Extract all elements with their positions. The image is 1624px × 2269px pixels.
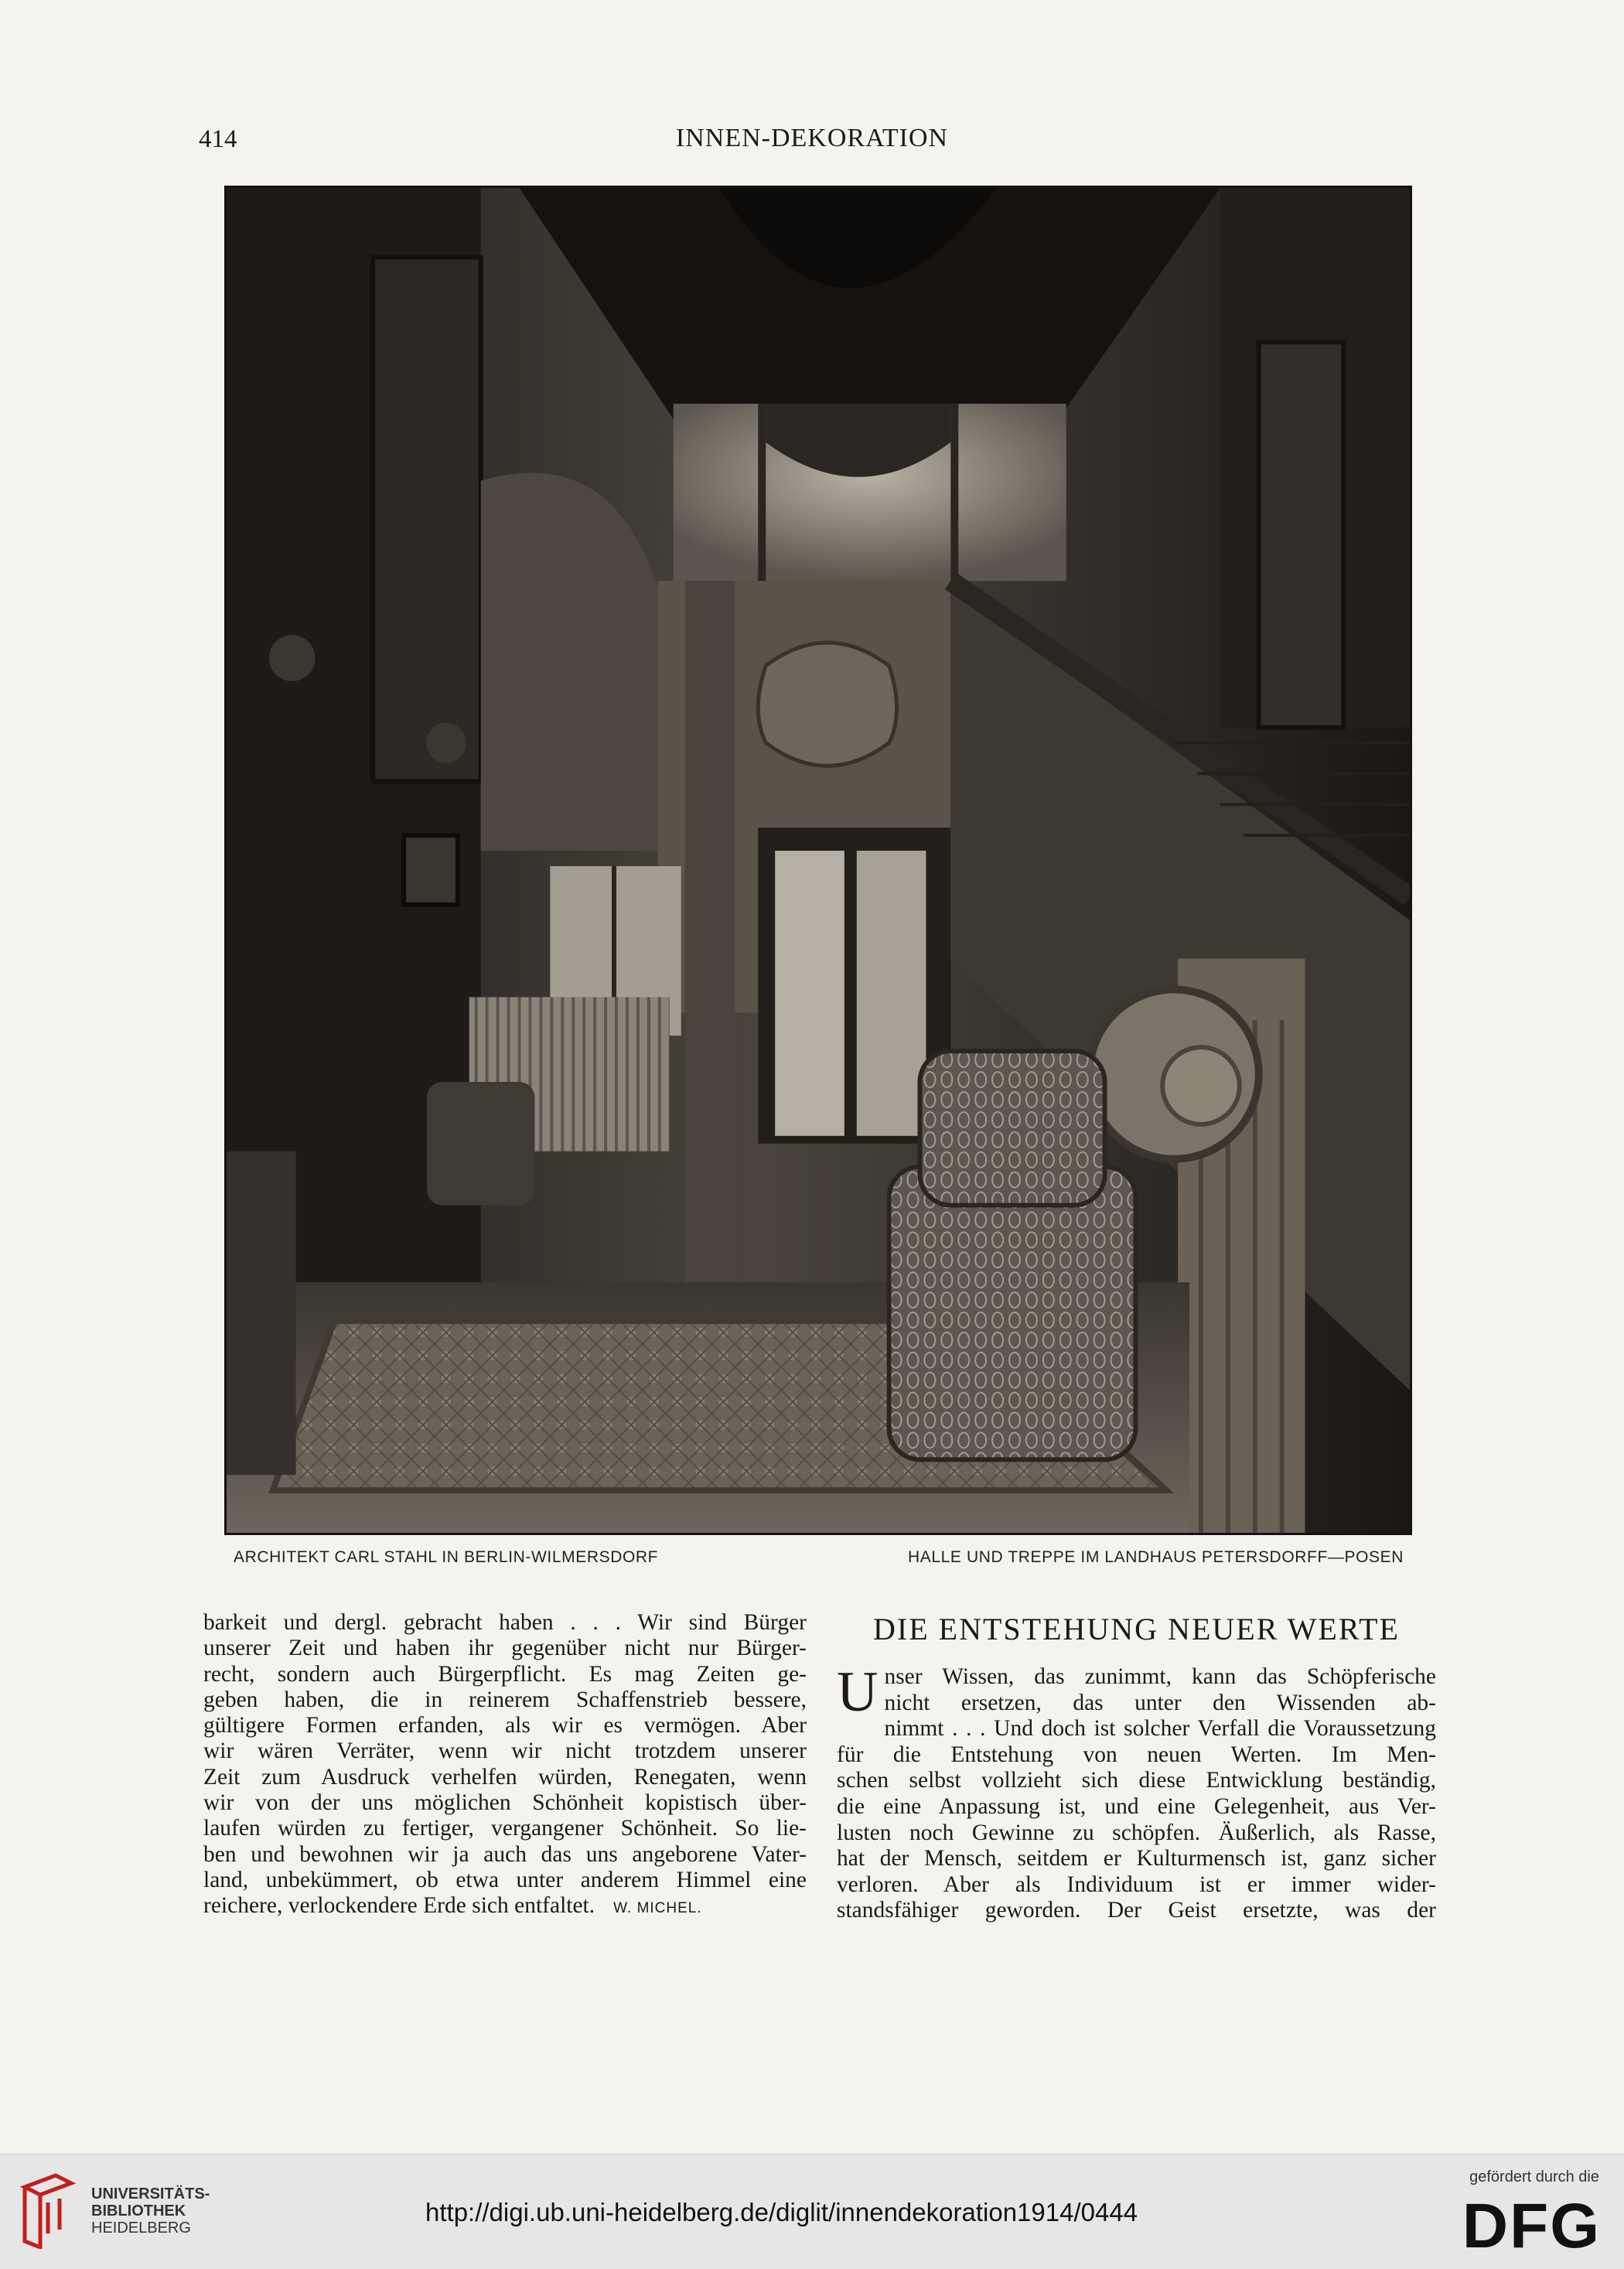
text-line: hat der Mensch, seitdem er Kulturmensch ist, ganz sicher [837,1846,1436,1871]
text-line: ben und bewohnen wir ja auch das uns angeborene Vater- [203,1841,807,1867]
text-line: verloren. Aber als Individuum ist er immer wider- [837,1871,1436,1897]
text-line: unserer Zeit und haben ihr gegenüber nicht nur Bürger- [203,1636,807,1661]
article-heading: DIE ENTSTEHUNG NEUER WERTE [873,1612,1400,1646]
dfg-logo[interactable]: DFG [1462,2191,1601,2261]
running-title: INNEN-DEKORATION [675,124,949,152]
drop-cap: U [837,1660,879,1724]
text-line: schen selbst vollzieht sich diese Entwicklung beständig, [837,1768,1436,1793]
text-line: die eine Anpassung ist, und eine Gelegenheit, aus Ver- [837,1793,1436,1819]
last-sentence: reichere, verlockendere Erde sich entfaltet. [203,1893,595,1919]
text-line: nicht ersetzen, das unter den Wissenden ab- [884,1690,1436,1715]
photograph-hall-and-staircase [224,186,1412,1535]
text-line: standsfähiger geworden. Der Geist ersetzte, was der [837,1898,1436,1923]
library-name-line1: UNIVERSITÄTS- [91,2185,210,2202]
library-name-line2: BIBLIOTHEK [91,2202,186,2220]
text-line: wir wären Verräter, wenn wir nicht trotzdem unserer [203,1738,807,1764]
text-line-last [203,1893,807,1921]
text-line: geben haben, die in reinerem Schaffenstrieb bessere, [203,1687,807,1712]
library-name[interactable] [91,2185,210,2237]
text-line: nser Wissen, das zunimmt, kann das Schöpferische [884,1664,1436,1689]
right-column-text [837,1660,1436,1924]
text-line: lusten noch Gewinne zu schöpfen. Äußerlich, als Rasse, [837,1820,1436,1845]
funding-note: gefördert durch die [1469,2168,1599,2185]
text-line: nimmt . . . Und doch ist solcher Verfall die Voraussetzung [884,1716,1436,1742]
permalink-url[interactable]: http://digi.ub.uni-heidelberg.de/diglit/innendekoration1914/0444 [425,2198,1138,2226]
digitization-footer [0,2154,1624,2269]
library-name-line3: HEIDELBERG [91,2220,191,2237]
text-line: laufen würden zu fertiger, vergangener Schönheit. So lie- [203,1816,807,1841]
text-line: Zeit zum Ausdruck verhelfen würden, Renegaten, wenn [203,1764,807,1790]
text-line: land, unbekümmert, ob etwa unter anderem Himmel eine [203,1867,807,1892]
figure-caption-title: HALLE UND TREPPE IM LANDHAUS PETERSDORFF—POSEN [908,1548,1404,1566]
university-library-logo-icon[interactable] [17,2172,79,2249]
photo-illustration [227,188,1410,1533]
text-line: wir von der uns möglichen Schönheit kopistisch über- [203,1790,807,1816]
text-line: barkeit und dergl. gebracht haben . . . Wir sind Bürger [203,1610,807,1635]
text-line: recht, sondern auch Bürgerpflicht. Es mag Zeiten ge- [203,1661,807,1687]
text-line: für die Entstehung von neuen Werten. Im Men- [837,1742,1436,1767]
author-signature: W. MICHEL. [613,1900,702,1917]
left-column-text [203,1610,807,1922]
page-number: 414 [199,125,237,153]
text-line: gültigere Formen erfanden, als wir es vermögen. Aber [203,1713,807,1738]
figure-caption-architect: ARCHITEKT CARL STAHL IN BERLIN-WILMERSDORF [234,1548,659,1566]
